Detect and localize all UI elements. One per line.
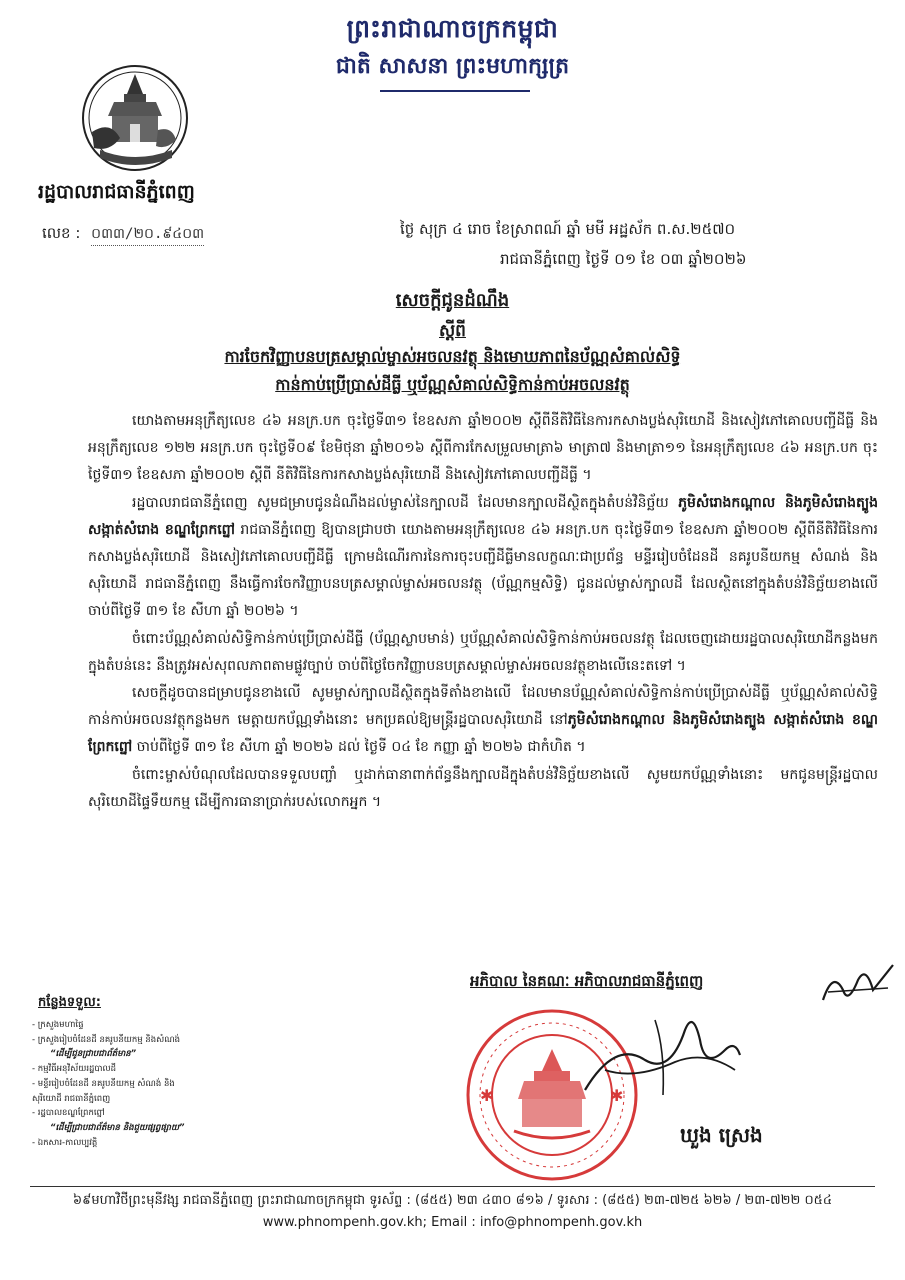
p4-text-before: សេចក្តីដូចបានជម្រាបជូនខាងលើ សូមម្ចាស់ក្បាលដីស្ថិតក្នុងទីតាំងខាងលើ ដែលមានប័ណ្ណសំគាល់សិទ្ធិកាន់កាប់ប្រើប្រាស់ដីធ្លី ឬប័ណ្ណសំគាល់សិទ្ធិកាន់កាប់អចលនវត្ថុកន្លងមក មេត្តាយកប័ណ្ណទាំងនោះ មកប្រគល់ឱ្យមន្ត្រីរដ្ឋបាលសុរិយោដី នៅ bbox=[88, 685, 878, 729]
body-paragraph-3: ចំពោះប័ណ្ណសំគាល់សិទ្ធិកាន់កាប់ប្រើប្រាស់ដីធ្លី (ប័ណ្ណស្លាបមាន់) ឬប័ណ្ណសំគាល់សិទ្ធិកាន់កាប់អចលនវត្ថុ ដែលចេញដោយរដ្ឋបាលសុរិយោដីកន្លងមកក្នុងតំបន់នេះ នឹងត្រូវអស់សុពលភាពតាមផ្លូវច្បាប់ ចាប់ពីថ្ងៃចែកវិញ្ញាបនបត្រសម្គាល់ម្ចាស់អចលនវត្ថុខាងលើនេះតទៅ ។ bbox=[88, 630, 878, 674]
recipient-item: - ក្រសួងមហាផ្ទៃ bbox=[32, 1020, 84, 1030]
recipient-item: - កម្មវិធីអនុវិស័យរដ្ឋបាលដី bbox=[32, 1064, 117, 1075]
national-motto: ជាតិ សាសនា ព្រះមហាក្សត្រ bbox=[335, 54, 570, 79]
handwritten-signature-icon bbox=[575, 1000, 745, 1110]
recipients-title: កន្លែងទទួល: bbox=[38, 995, 101, 1010]
initials-mark-icon bbox=[818, 960, 898, 1010]
p4-location-bold: ភូមិសំរោងកណ្តាល និងភូមិសំរោងត្បូង សង្កាត់សំរោង ខណ្ឌព្រែកព្នៅ bbox=[88, 712, 878, 756]
recipients-list bbox=[32, 1018, 282, 1150]
city-emblem-icon bbox=[80, 60, 190, 180]
recipient-note: “ដើម្បីជូនជ្រាបជាព័ត៌មាន” bbox=[50, 1049, 137, 1060]
body-paragraph-1: យោងតាមអនុក្រឹត្យលេខ ៤៦ អនក្រ.បក ចុះថ្ងៃទី៣១ ខែឧសភា ឆ្នាំ២០០២ ស្តីពីនីតិវិធីនៃការកសាងប្លង់សុរិយោដី និងសៀវភៅគោលបញ្ជីដីធ្លី និងអនុក្រឹត្យលេខ ១២២ អនក្រ.បក ចុះថ្ងៃទី០៩ ខែមិថុនា ឆ្នាំ២០១៦ ស្តីពីការកែសម្រួលមាត្រា៦ មាត្រា៧ និងមាត្រា១១ នៃអនុក្រឹត្យលេខ ៤៦ អនក្រ.បក ចុះថ្ងៃទី៣១ ខែឧសភា ឆ្នាំ២០០២ ស្តីពី នីតិវិធីនៃការកសាងប្លង់សុរិយោដី និងសៀវភៅគោលបញ្ជីដីធ្លី ។ bbox=[88, 413, 878, 484]
recipient-item: - ក្រសួងរៀបចំដែនដី នគរូបនីយកម្ម និងសំណង់ bbox=[32, 1034, 181, 1045]
recipient-item: - មន្ទីររៀបចំដែនដី នគរូបនីយកម្ម សំណង់ និង bbox=[32, 1078, 175, 1089]
recipient-item: - រដ្ឋបាលខណ្ឌព្រែកព្នៅ bbox=[32, 1108, 105, 1119]
body-paragraph-4 bbox=[88, 680, 878, 762]
reference-line bbox=[42, 224, 204, 246]
subject-line-2: កាន់កាប់ប្រើប្រាស់ដីធ្លី ឬប័ណ្ណសំគាល់សិទ្ធិកាន់កាប់អចលនវត្ថុ bbox=[275, 375, 630, 394]
recipient-item: សុរិយោដី រាជធានីភ្នំពេញ bbox=[32, 1093, 111, 1104]
recipient-item: - ឯកសារ-កាលប្បវត្តិ bbox=[32, 1137, 98, 1148]
issue-date: រាជធានីភ្នំពេញ ថ្ងៃទី ០១ ខែ ០៣ ឆ្នាំ២០២៦ bbox=[500, 250, 747, 268]
kingdom-heading: ព្រះរាជាណាចក្រកម្ពុជា bbox=[346, 14, 559, 43]
body-paragraph-5: ចំពោះម្ចាស់បំណុលដែលបានទទួលបញ្ចាំ ឬដាក់ធានាពាក់ព័ន្ធនឹងក្បាលដីក្នុងតំបន់វិនិច្ឆ័យខាងលើ សូមយកប័ណ្ណទាំងនោះ មកជូនមន្ត្រីរដ្ឋបាលសុរិយោដីផ្ទៃទឹយកម្ម ដើម្បីការធានាប្រាក់របស់លោកអ្នក ។ bbox=[88, 766, 878, 810]
p2-text-after: រាជធានីភ្នំពេញ ឱ្យបានជ្រាបថា យោងតាមអនុក្រឹត្យលេខ ៤៦ អនក្រ.បក ចុះថ្ងៃទី៣១ ខែឧសភា ឆ្នាំ២០០២ ស្តីពីនីតិវិធីនៃការកសាងប្លង់សុរិយោដី និងសៀវភៅគោលបញ្ជីដីធ្លី ក្រោមដំណើរការនៃការចុះបញ្ជីដីធ្លីមានលក្ខណៈជាប្រព័ន្ធ មន្ទីររៀបចំដែនដី នគរូបនីយកម្ម សំណង់ និងសុរិយោដី រាជធានីភ្នំពេញ នឹងធ្វើការចែកវិញ្ញាបនបត្រសម្គាល់ម្ចាស់អចលនវត្ថុ (ប័ណ្ណកម្មសិទ្ធិ) ជូនដល់ម្ចាស់ក្បាលដី ដែលស្ថិតនៅក្នុងតំបន់វិនិច្ឆ័យខាងលើ ចាប់ពីថ្ងៃទី ៣១ ខែ សីហា ឆ្នាំ ២០២៦ ។ bbox=[88, 521, 878, 620]
recipient-note: “ដើម្បីជ្រាបជាព័ត៌មាន និងជួយផ្សព្វផ្សាយ” bbox=[50, 1122, 185, 1133]
footer-contact: www.phnompenh.gov.kh; Email : info@phnompenh.gov.kh bbox=[262, 1215, 643, 1230]
p2-location-bold: ភូមិសំរោងកណ្តាល និងភូមិសំរោងត្បូង សង្កាត់សំរោង ខណ្ឌព្រែកព្នៅ bbox=[88, 494, 879, 538]
header-divider bbox=[380, 90, 530, 92]
reference-number: ០៣៣/២០.៩៤០៣ bbox=[91, 224, 204, 246]
notice-title: សេចក្តីជូនដំណឹង bbox=[395, 290, 510, 311]
subject-line-1: ការចែកវិញ្ញាបនបត្រសម្គាល់ម្ចាស់អចលនវត្ថុ និងមោឃភាពនៃប័ណ្ណសំគាល់សិទ្ធិ bbox=[224, 347, 681, 366]
p4-text-after: ចាប់ពីថ្ងៃទី ៣១ ខែ សីហា ឆ្នាំ ២០២៦ ដល់ ថ្ងៃទី ០៤ ខែ កញ្ញា ឆ្នាំ ២០២៦ ជាកំហិត ។ bbox=[132, 739, 586, 756]
footer-address: ៦៩មហាវិថីព្រះមុនីវង្ស រាជធានីភ្នំពេញ ព្រះរាជាណាចក្រកម្ពុជា ទូរស័ព្ទ : (៨៥៥) ២៣ ៤៣០ ៨១៦ / ទូរសារ : (៨៥៥) ២៣-៧២៥ ៦២៦ / ២៣-៧២២ ០៥៤ bbox=[72, 1193, 833, 1208]
svg-text:✱: ✱ bbox=[480, 1086, 494, 1105]
lunar-date: ថ្ងៃ សុក្រ ៤ រោច ខែស្រាពណ៍ ឆ្នាំ មមី អដ្ឋស័ក ព.ស.២៥៧០ bbox=[400, 220, 736, 238]
p2-text-before: រដ្ឋបាលរាជធានីភ្នំពេញ សូមជម្រាបជូនដំណឹងដល់ម្ចាស់នៃក្បាលដី ដែលមានក្បាលដីស្ថិតក្នុងតំបន់វិនិច្ឆ័យ bbox=[132, 494, 679, 511]
issuing-office: រដ្ឋបាលរាជធានីភ្នំពេញ bbox=[38, 181, 195, 203]
footer-divider bbox=[30, 1186, 875, 1187]
reference-label: លេខ : bbox=[42, 224, 81, 242]
signatory-name: ឃួង ស្រេង bbox=[680, 1123, 763, 1147]
body-paragraph-2 bbox=[88, 490, 878, 626]
notice-body bbox=[88, 408, 878, 816]
svg-text:✱: ✱ bbox=[610, 1086, 624, 1105]
about-label: ស្តីពី bbox=[439, 321, 466, 341]
signatory-title: អភិបាល នៃគណៈ អភិបាលរាជធានីភ្នំពេញ bbox=[470, 972, 704, 990]
